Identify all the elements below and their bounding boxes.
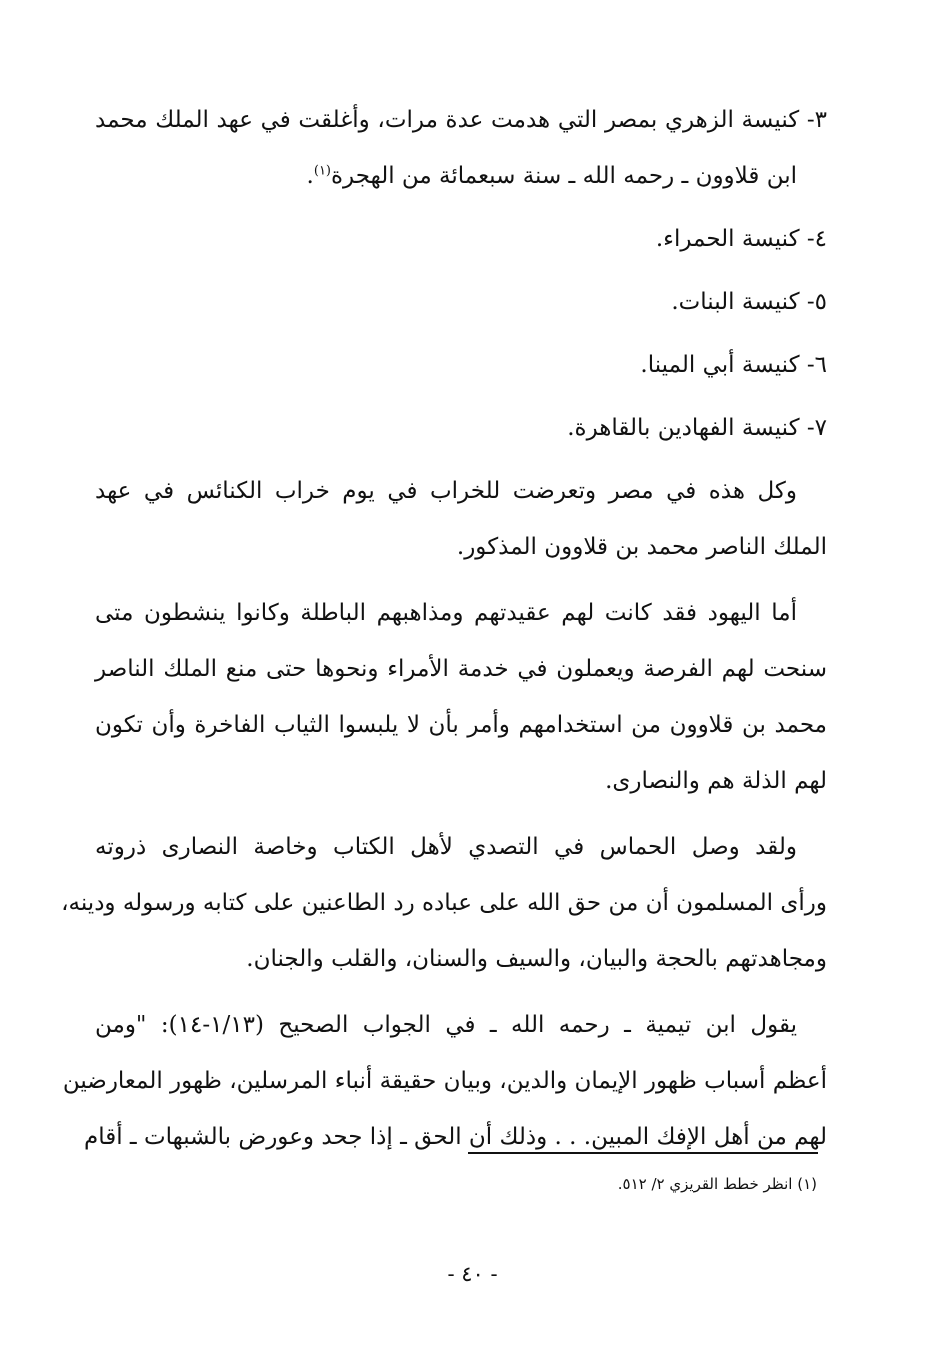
list-item-3-line-2-end: . [306,163,314,189]
paragraph-line: لهم من أهل الإفك المبين. . . وذلك أن الحق ـ إذا جحد وعورض بالشبهات ـ أقام [83,1124,827,1150]
paragraph-3 [61,819,827,987]
footnote-marker[interactable]: (١) [313,163,331,179]
paragraph-line: ورأى المسلمون أن من حق الله على عباده رد الطاعنين على كتابه ورسوله ودينه، [61,890,827,916]
list-item-5: ٥- كنيسة البنات. [671,289,827,315]
paragraph-1 [95,463,827,575]
footnote: (١) انظر خطط القريزي ٢/ ٥١٢. [617,1175,817,1193]
paragraph-2 [95,585,827,809]
list-item-3-line-1: ٣- كنيسة الزهري بمصر التي هدمت عدة مرات، وأغلقت في عهد الملك محمد [95,107,827,133]
paragraph-line: سنحت لهم الفرصة ويعملون في خدمة الأمراء ونحوها حتى منع الملك الناصر [95,656,827,682]
paragraph-4 [62,997,827,1165]
paragraph-line: أما اليهود فقد كانت لهم عقيدتهم ومذاهبهم الباطلة وكانوا ينشطون متى [95,600,797,626]
paragraph-line: يقول ابن تيمية ـ رحمه الله ـ في الجواب الصحيح (١/١٣-١٤): "ومن [95,1012,797,1038]
paragraph-line: لهم الذلة هم والنصارى. [605,768,827,794]
list-item-3-line-2-text: ابن قلاوون ـ رحمه الله ـ سنة سبعمائة من الهجرة [331,163,797,189]
page-number: - ٤٠ - [447,1262,498,1286]
footnote-separator [468,1152,818,1154]
paragraph-line: أعظم أسباب ظهور الإيمان والدين، وبيان حقيقة أنباء المرسلين، ظهور المعارضين [62,1068,827,1094]
list-item-4: ٤- كنيسة الحمراء. [655,226,827,252]
paragraph-line: الملك الناصر محمد بن قلاوون المذكور. [456,534,827,560]
paragraph-line: وكل هذه في مصر وتعرضت للخراب في يوم خراب الكنائس في عهد [95,478,797,504]
main-text [61,92,827,1175]
list-item-3 [95,92,827,204]
paragraph-line: ومجاهدتهم بالحجة والبيان، والسيف والسنان، والقلب والجنان. [246,946,827,972]
list-item-6: ٦- كنيسة أبي المينا. [640,352,827,378]
paragraph-line: محمد بن قلاوون من استخدامهم وأمر بأن لا يلبسوا الثياب الفاخرة وأن تكون [95,712,827,738]
paragraph-line: ولقد وصل الحماس في التصدي لأهل الكتاب وخاصة النصارى ذروته [95,834,797,860]
list-item-3-line-2 [95,148,827,204]
list-item-7: ٧- كنيسة الفهادين بالقاهرة. [567,415,827,441]
